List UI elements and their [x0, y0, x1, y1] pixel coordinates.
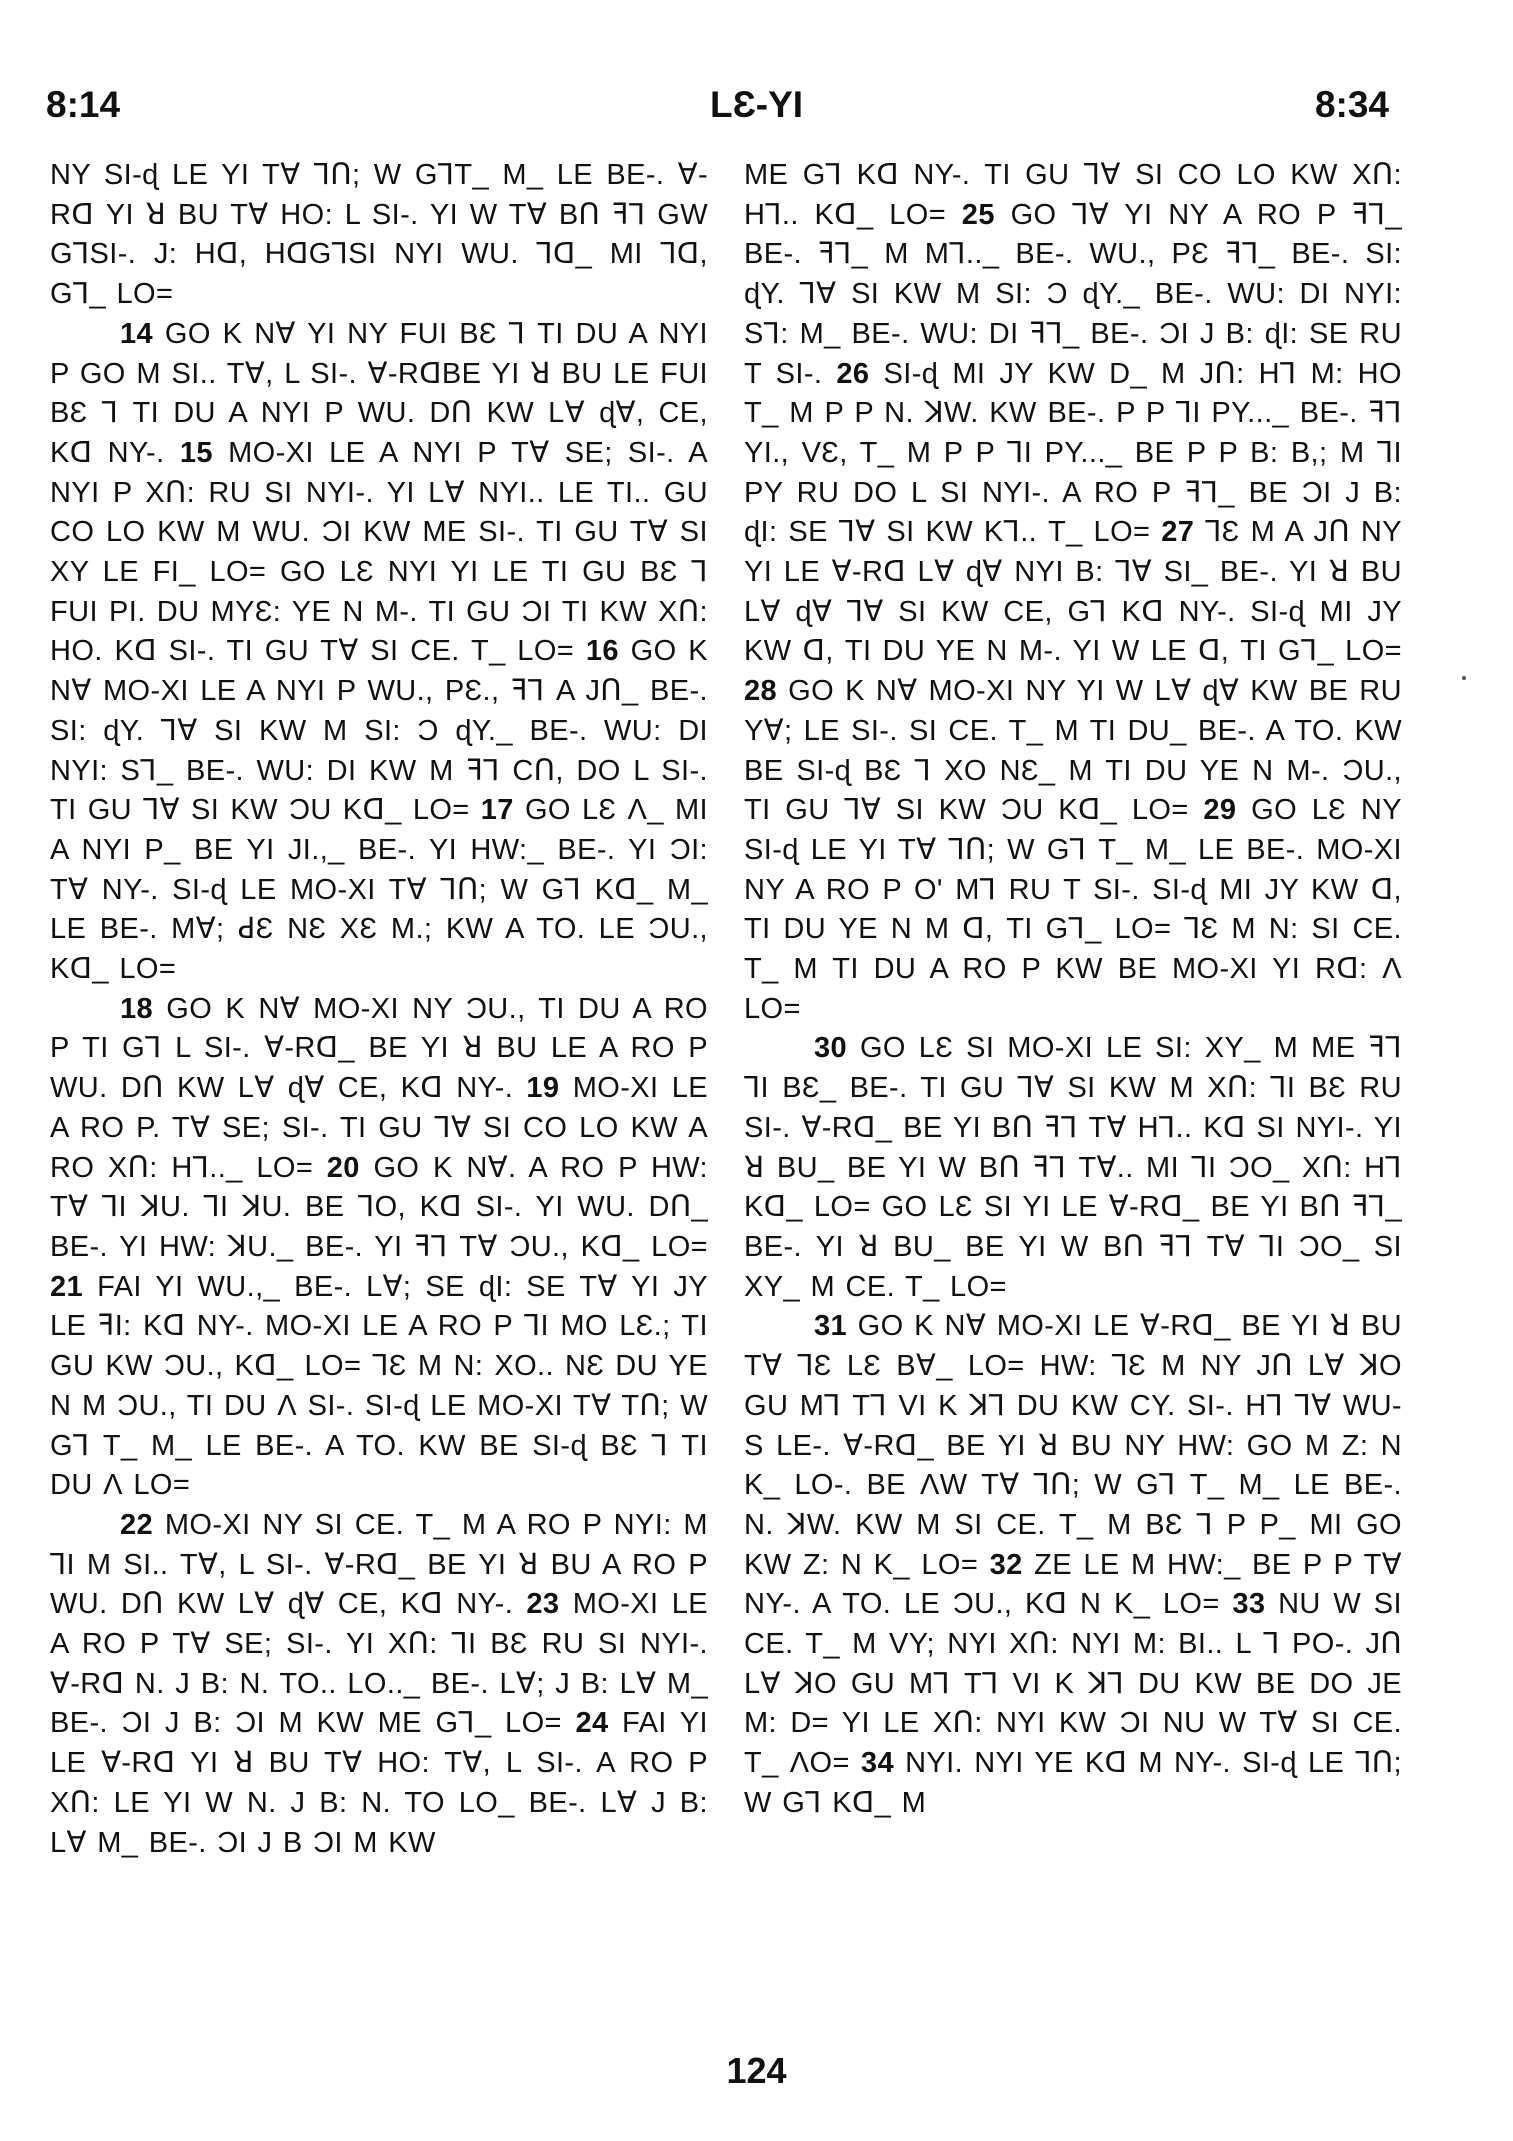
verse-text: GO K NⱯ MO-XI LE Ɐ-Rꓷ_ BE YI ꓤ BU TⱯ ⅂Ɛ LƐ BⱯ_ LO= HW: ⅂Ɛ M NY JՈ LⱯ ꓘO GU Mꓶ Tꓶ VI K ꓘꓶ DU KW CY. SI-. Hꓶ ⅂Ɐ WU-S LE-. Ɐ-Rꓷ_ BE YI ꓤ BU NY HW: GO M Z: N K_ LO-. BE ɅW TⱯ ⅂Ո; W Gꓶ T_ M_ LE BE-. N. ꓘW. KW M SI CE. T_ M BƐ ꓶ P P_ MI GO KW Z: N K_ LO= — [744, 1310, 1402, 1581]
verse-text: GO K NⱯ MO-XI NY YI W LⱯ ɖⱯ KW BE RU YⱯ; LE SI-. SI CE. T_ M TI DU_ BE-. A TO. KW BE SI-ɖ BƐ ꓶ XO NƐ_ M TI DU YE N M-. ƆU., TI GU ⅂Ɐ SI KW ƆU Kꓷ_ LO= — [744, 675, 1402, 827]
verse-number: 34 — [860, 1747, 894, 1780]
paragraph — [50, 1506, 708, 1863]
header-verse-range-start: 8:14 — [46, 84, 121, 125]
verse-text: NY SI-ɖ LE YI TⱯ ⅂Ո; W GꓶT_ M_ LE BE-. Ɐ-Rꓷ YI ꓤ BU TⱯ HO: L SI-. YI W TⱯ BՈ ꟻꓶ GW GꓶSI-. J: Hꓷ, HꓷGꓶSI NYI WU. ⅂ꓷ_ MI ⅂ꓷ, Gꓶ_ LO= — [50, 159, 708, 311]
verse-number: 30 — [814, 1032, 848, 1065]
verse-text: NYI. NYI YE Kꓷ M NY-. SI-ɖ LE ⅂Ո; W Gꓶ Kꓷ_ M — [744, 1747, 1402, 1819]
verse-number: 23 — [526, 1588, 560, 1621]
verse-number: 27 — [1161, 516, 1195, 549]
verse-number: 29 — [1203, 794, 1237, 827]
verse-number: 18 — [120, 992, 154, 1025]
verse-text: GO LƐ NY SI-ɖ LE YI TⱯ ⅂Ո; W Gꓶ T_ M_ LE BE-. MO-XI NY A RO P Oʹ Mꓶ RU T SI-. SI-ɖ MI JY KW ꓷ, TI DU YE N M ꓷ, TI Gꓶ_ LO= ⅂Ɛ M N: SI CE. T_ M TI DU A RO P KW BE MO-XI YI Rꓷ: Ʌ LO= — [744, 794, 1402, 1025]
verse-number: 25 — [961, 198, 995, 231]
verse-text: MO-XI NY SI CE. T_ M A RO P NYI: M ⅂I M SI.. TⱯ, L SI-. Ɐ-Rꓷ_ BE YI ꓤ BU A RO P WU. DՈ KW LⱯ ɖⱯ CE, Kꓷ NY-. — [50, 1508, 708, 1621]
stray-mark — [1462, 676, 1466, 680]
verse-number: 14 — [120, 317, 154, 350]
paragraph — [744, 1307, 1402, 1823]
verse-number: 15 — [179, 436, 213, 469]
verse-number: 16 — [585, 635, 619, 668]
verse-text: GO LƐ SI MO-XI LE SI: XY_ M ME ꟻꓶ ⅂I BƐ_ BE-. TI GU ⅂Ɐ SI KW M XՈ: ⅂I BƐ RU SI-. Ɐ-Rꓷ_ BE YI BՈ ꟻꓶ TⱯ Hꓶ.. Kꓷ SI NYI-. YI ꓤ BU_ BE YI W BՈ ꟻꓶ TⱯ.. MI ⅂I ƆO_ XՈ: Hꓶ Kꓷ_ LO= GO LƐ SI YI LE Ɐ-Rꓷ_ BE YI BՈ ꟻꓶ_ BE-. YI ꓤ BU_ BE YI W BՈ ꟻꓶ TⱯ ⅂I ƆO_ SI XY_ M CE. T_ LO= — [744, 1032, 1402, 1303]
verse-text: GO ⅂Ɐ YI NY A RO P ꟻꓶ_ BE-. ꟻꓶ_ M Mꓶ.._ BE-. WU., PƐ ꟻꓶ_ BE-. SI: ɖY. ⅂Ɐ SI KW M SI: Ɔ ɖY._ BE-. WU: DI NYI: Sꓶ: M_ BE-. WU: DI ꟻꓶ_ BE-. ƆI J B: ɖI: SE RU T SI-. — [744, 198, 1402, 390]
verse-text: GO K NⱯ MO-XI LE A NYI P WU., PƐ., ꟻꓶ A JՈ_ BE-. SI: ɖY. ⅂Ɐ SI KW M SI: Ɔ ɖY._ BE-. WU: DI NYI: Sꓶ_ BE-. WU: DI KW M ꟻꓶ CՈ, DO L SI-. TI GU ⅂Ɐ SI KW ƆU Kꓷ_ LO= — [50, 635, 708, 827]
verse-text: FAI YI WU.,_ BE-. LⱯ; SE ɖI: SE TⱯ YI JY LE ꟻI: Kꓷ NY-. MO-XI LE A RO P ⅂I MO LƐ.; TI GU KW ƆU., Kꓷ_ LO= ⅂Ɛ M N: XO.. NƐ DU YE N M ƆU., TI DU Ʌ SI-. SI-ɖ LE MO-XI TⱯ TՈ; W Gꓶ T_ M_ LE BE-. A TO. KW BE SI-ɖ BƐ ꓶ TI DU Ʌ LO= — [50, 1270, 708, 1502]
verse-text: ⅂Ɛ M A JՈ NY YI LE Ɐ-Rꓷ LⱯ ɖⱯ NYI B: ⅂Ɐ SI_ BE-. YI ꓤ BU LⱯ ɖⱯ ⅂Ɐ SI KW CE, Gꓶ Kꓷ NY-. SI-ɖ MI JY KW ꓷ, TI DU YE N M-. YI W LE ꓷ, TI Gꓶ_ LO= — [744, 516, 1402, 668]
verse-text: ZE LE M HW:_ BE P P TⱯ NY-. A TO. LE ƆU., Kꓷ N K_ LO= — [744, 1548, 1403, 1621]
verse-number: 33 — [1232, 1588, 1266, 1621]
verse-number: 32 — [989, 1548, 1023, 1581]
verse-number: 21 — [50, 1270, 84, 1303]
right-text-column — [744, 156, 1402, 1824]
verse-number: 22 — [120, 1508, 154, 1541]
verse-number: 20 — [326, 1151, 360, 1184]
header-book-title: LƐ-YI — [709, 84, 804, 125]
verse-text: ME Gꓶ Kꓷ NY-. TI GU ⅂Ɐ SI CO LO KW XՈ: Hꓶ.. Kꓷ_ LO= — [744, 159, 1402, 231]
verse-number: 19 — [526, 1072, 560, 1105]
verse-number: 17 — [480, 794, 514, 827]
verse-text: FAI YI LE Ɐ-Rꓷ YI ꓤ BU TⱯ HO: TⱯ, L SI-. A RO P XՈ: LE YI W N. J B: N. TO LO_ BE-. LⱯ J B: LⱯ M_ BE-. ƆI J B ƆI M KW — [50, 1707, 708, 1859]
verse-text: MO-XI LE A RO P TⱯ SE; SI-. YI XՈ: ⅂I BƐ RU SI NYI-. Ɐ-Rꓷ N. J B: N. TO.. LO.._ BE-. LⱯ; J B: LⱯ M_ BE-. ƆI J B: ƆI M KW ME Gꓶ_ LO= — [50, 1588, 708, 1740]
verse-text: GO LƐ Ʌ_ MI A NYI P_ BE YI JI.,_ BE-. YI HW:_ BE-. YI ƆI: TⱯ NY-. SI-ɖ LE MO-XI TⱯ ⅂Ո; W Gꓶ Kꓷ_ M_ LE BE-. MⱯ; ꓒƐ NƐ XƐ M.; KW A TO. LE ƆU., Kꓷ_ LO= — [50, 794, 708, 986]
page-number: 124 — [726, 2050, 787, 2091]
verse-text: MO-XI LE A RO P. TⱯ SE; SI-. TI GU ⅂Ɐ SI CO LO KW A RO XՈ: Hꓶ.._ LO= — [50, 1072, 708, 1184]
verse-number: 31 — [814, 1310, 848, 1343]
verse-text: GO K NⱯ YI NY FUI BƐ ꓶ TI DU A NYI P GO M SI.. TⱯ, L SI-. Ɐ-RꓷBE YI ꓤ BU LE FUI BƐ ꓶ TI DU A NYI P WU. DՈ KW LⱯ ɖⱯ, CE, Kꓷ NY-. — [50, 317, 708, 469]
header-verse-range-end: 8:34 — [1314, 84, 1389, 125]
left-text-column — [50, 156, 708, 1863]
page-footer — [0, 2050, 1513, 2092]
verse-number: 26 — [836, 357, 870, 390]
paragraph — [50, 990, 708, 1506]
paragraph — [50, 315, 708, 990]
paragraph — [50, 156, 708, 315]
verse-text: SI-ɖ MI JY KW D_ M JՈ: Hꓶ M: HO T_ M P P N. ꓘW. KW BE-. P P ⅂I PY..._ BE-. ꟻꓶ YI., VƐ, T_ M P P ⅂I PY..._ BE P P B: B,; M ⅂I PY RU DO L SI NYI-. A RO P ꟻꓶ_ BE ƆI J B: ɖI: SE ⅂Ɐ SI KW Kꓶ.. T_ LO= — [744, 357, 1402, 549]
verse-number: 28 — [744, 675, 778, 708]
verse-text: NU W SI CE. T_ M VY; NYI XՈ: NYI M: BI.. L ⅂ PO-. JՈ LⱯ ꓘO GU Mꓶ Tꓶ VI K ꓘꓶ DU KW BE DO JE M: D= YI LE XՈ: NYI KW ƆI NU W TⱯ SI CE. T_ ɅO= — [744, 1588, 1402, 1780]
verse-text: GO K NⱯ. A RO P HW: TⱯ ⅂I ꓘU. ⅂I ꓘU. BE ⅂O, Kꓷ SI-. YI WU. DՈ_ BE-. YI HW: ꓘU._ BE-. YI ꟻꓶ TⱯ ƆU., Kꓷ_ LO= — [50, 1151, 708, 1263]
verse-text: MO-XI LE A NYI P TⱯ SE; SI-. A NYI P XՈ: RU SI NYI-. YI LⱯ NYI.. LE TI.. GU CO LO KW M WU. ƆI KW ME SI-. TI GU TⱯ SI XY LE FI_ LO= GO LƐ NYI YI LE TI GU BƐ ꓶ FUI PI. DU MYƐ: YE N M-. TI GU ƆI TI KW XՈ: HO. Kꓷ SI-. TI GU TⱯ SI CE. T_ LO= — [50, 436, 708, 668]
verse-number: 24 — [575, 1707, 609, 1740]
page-header — [0, 84, 1513, 134]
verse-text: GO K NⱯ MO-XI NY ƆU., TI DU A RO P TI Gꓶ L SI-. Ɐ-Rꓷ_ BE YI ꓤ BU LE A RO P WU. DՈ KW LⱯ ɖⱯ CE, Kꓷ NY-. — [50, 992, 708, 1105]
paragraph — [744, 1029, 1402, 1307]
paragraph — [744, 156, 1402, 1029]
